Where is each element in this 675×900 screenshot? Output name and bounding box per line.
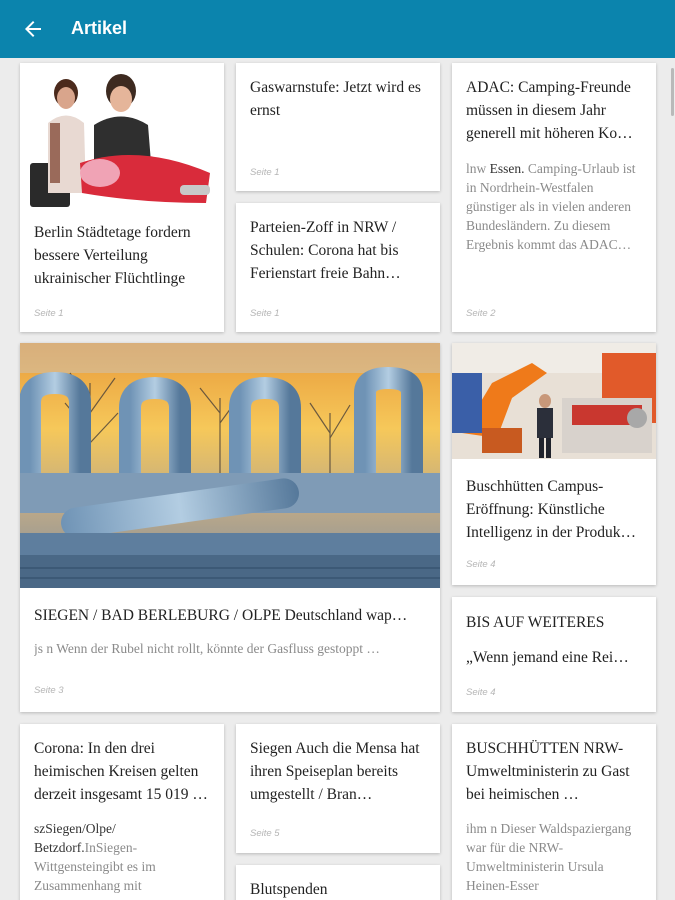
article-card-parteien-zoff[interactable] [236,203,440,332]
article-title: Berlin Städtetage fordern bessere Verteilung ukrainischer Flüchtlinge [34,224,191,287]
article-photo [452,343,656,459]
article-card-blutspenden[interactable] [236,865,440,900]
teaser-city: Essen. [489,161,525,176]
page-number: Seite 5 [250,828,280,839]
page-number: Seite 4 [466,687,496,698]
article-teaser: „Wenn jemand eine Rei… [466,649,629,666]
article-card-adac[interactable] [452,63,656,332]
teaser-text: InSiegen-Wittgensteingibt es im Zusammenhang mit [34,840,156,893]
article-card-mensa[interactable] [236,724,440,853]
teaser-prefix: lnw [466,161,490,176]
article-photo [20,63,224,211]
article-card-deutschland-wap[interactable] [20,343,440,712]
article-teaser [466,159,644,273]
teaser-city: szSiegen/Olpe/ Betzdorf. [34,821,116,855]
page-number: Seite 4 [466,559,496,570]
teaser-text: Camping-Urlaub ist in Nordrhein-Westfalen günstiger als in vielen anderen Bundesländern. Zu diesem Ergebnis kommt das ADAC… [466,161,636,252]
article-card-campus-eroeffnung[interactable] [452,343,656,585]
article-photo [20,343,440,588]
article-title: Blutspenden [250,881,328,898]
article-card-corona[interactable] [20,724,224,900]
page-number: Seite 2 [466,308,496,319]
article-title: Buschhütten Campus-Eröffnung: Künstliche Intelligenz in der Produk… [466,478,637,541]
page-number: Seite 1 [250,308,280,319]
article-teaser: js n Wenn der Rubel nicht rollt, könnte der Gasfluss gestoppt … [34,641,380,656]
article-teaser: ihm n Dieser Waldspaziergang war für die NRW-Umweltministerin Ursula Heinen-Esser [466,821,632,893]
article-title: Corona: In den drei heimischen Kreisen gelten derzeit insgesamt 15 019 … [34,740,208,803]
article-teaser [34,819,212,899]
app-bar [0,0,675,58]
article-title: Parteien-Zoff in NRW / Schulen: Corona hat bis Ferienstart freie Bahn… [250,219,401,282]
article-card-gaswarnstufe[interactable] [236,63,440,191]
page-number: Seite 1 [34,308,64,319]
article-card-berlin[interactable] [20,63,224,332]
article-title: ADAC: Camping-Freunde müssen in diesem Jahr generell mit höheren Ko… [466,79,633,142]
article-title: BUSCHHÜTTEN NRW-Umweltministerin zu Gast bei heimischen … [466,740,630,803]
article-card-bis-auf-weiteres[interactable] [452,597,656,712]
page-number: Seite 3 [34,685,64,696]
scrollbar[interactable] [671,68,674,116]
article-title: BIS AUF WEITERES [466,614,605,631]
page-number: Seite 1 [250,167,280,178]
article-title: Siegen Auch die Mensa hat ihren Speiseplan bereits umgestellt / Bran… [250,740,420,803]
article-title: Gaswarnstufe: Jetzt wird es ernst [250,79,421,119]
article-card-umweltministerin[interactable] [452,724,656,900]
page-title: Artikel [71,18,128,38]
article-title: SIEGEN / BAD BERLEBURG / OLPE Deutschland wap… [34,607,408,624]
arrow-left-icon[interactable] [20,17,46,41]
